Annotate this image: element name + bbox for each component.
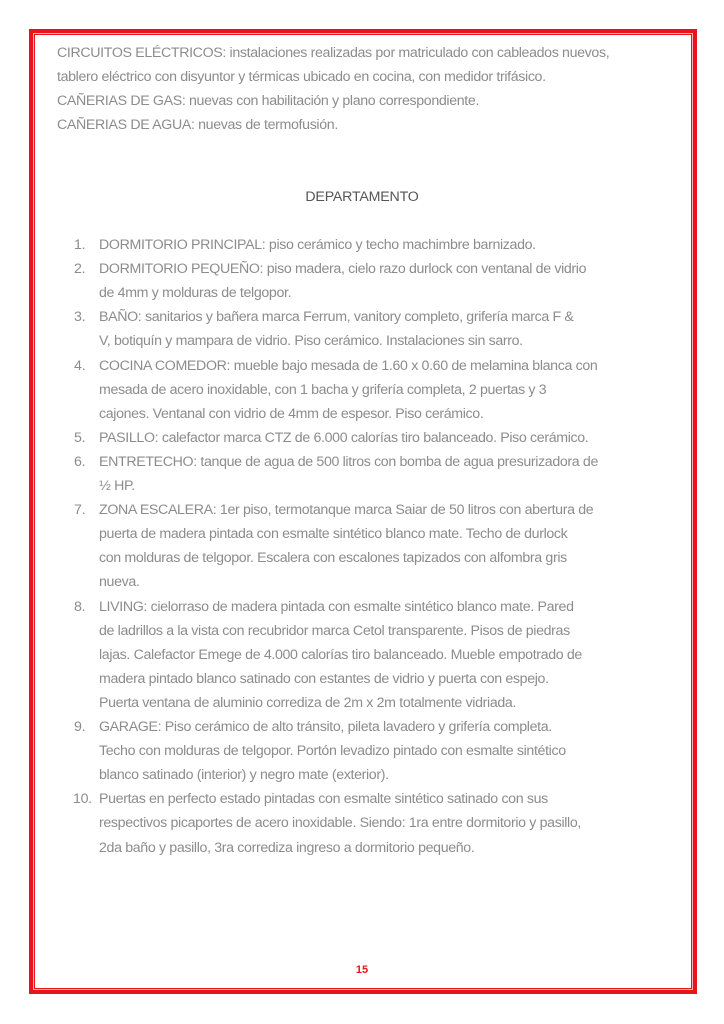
list-item-number: 8. [74, 599, 86, 615]
list-item-line: ZONA ESCALERA: 1er piso, termotanque marca Saiar de 50 litros con abertura de [99, 502, 594, 518]
list-item-number: 9. [74, 719, 86, 735]
list-item-number: 1. [74, 237, 86, 253]
list-item-number: 5. [74, 430, 86, 446]
list-item-line: nueva. [99, 574, 140, 590]
list-item-line: DORMITORIO PEQUEÑO: piso madera, cielo razo durlock con ventanal de vidrio [99, 261, 587, 277]
list-item-number: 3. [74, 309, 86, 325]
list-item-number: 2. [74, 261, 86, 277]
list-item-number: 4. [74, 358, 86, 374]
intro-line: CIRCUITOS ELÉCTRICOS: instalaciones realizadas por matriculado con cableados nuevos, [57, 45, 610, 61]
list-item-line: Puertas en perfecto estado pintadas con esmalte sintético satinado con sus [99, 791, 548, 807]
list-item-line: de ladrillos a la vista con recubridor marca Cetol transparente. Pisos de piedras [99, 623, 570, 639]
list-item-line: mesada de acero inoxidable, con 1 bacha y grifería completa, 2 puertas y 3 [99, 382, 547, 398]
list-item-line: lajas. Calefactor Emege de 4.000 calorías tiro balanceado. Mueble empotrado de [99, 647, 582, 663]
list-item-line: Techo con molduras de telgopor. Portón levadizo pintado con esmalte sintético [99, 743, 566, 759]
intro-line: tablero eléctrico con disyuntor y térmicas ubicado en cocina, con medidor trifásico. [57, 69, 546, 85]
page-number: 15 [355, 964, 369, 976]
list-item-line: V, botiquín y mampara de vidrio. Piso cerámico. Instalaciones sin sarro. [99, 333, 523, 349]
list-item-line: DORMITORIO PRINCIPAL: piso cerámico y techo machimbre barnizado. [99, 237, 536, 253]
list-item-line: cajones. Ventanal con vidrio de 4mm de espesor. Piso cerámico. [99, 406, 484, 422]
section-title: DEPARTAMENTO [305, 189, 419, 205]
list-item-number: 7. [74, 502, 86, 518]
list-item-line: BAÑO: sanitarios y bañera marca Ferrum, vanitory completo, grifería marca F & [99, 309, 574, 325]
list-item-number: 6. [74, 454, 86, 470]
list-item-line: respectivos picaportes de acero inoxidable. Siendo: 1ra entre dormitorio y pasillo, [99, 815, 581, 831]
list-item-line: ½ HP. [99, 478, 135, 494]
list-item-line: de 4mm y molduras de telgopor. [99, 285, 292, 301]
list-item-line: PASILLO: calefactor marca CTZ de 6.000 calorías tiro balanceado. Piso cerámico. [99, 430, 589, 446]
list-item-line: COCINA COMEDOR: mueble bajo mesada de 1.60 x 0.60 de melamina blanca con [99, 358, 598, 374]
list-item-line: Puerta ventana de aluminio corrediza de 2m x 2m totalmente vidriada. [99, 695, 517, 711]
list-item-number: 10. [73, 791, 92, 807]
intro-line: CAÑERIAS DE GAS: nuevas con habilitación y plano correspondiente. [57, 93, 480, 109]
intro-line: CAÑERIAS DE AGUA: nuevas de termofusión. [57, 117, 338, 133]
list-item-line: LIVING: cielorraso de madera pintada con esmalte sintético blanco mate. Pared [99, 599, 574, 615]
list-item-line: madera pintado blanco satinado con estantes de vidrio y puerta con espejo. [99, 671, 549, 687]
list-item-line: blanco satinado (interior) y negro mate (exterior). [99, 767, 389, 783]
list-item-line: ENTRETECHO: tanque de agua de 500 litros con bomba de agua presurizadora de [99, 454, 598, 470]
list-item-line: con molduras de telgopor. Escalera con escalones tapizados con alfombra gris [99, 550, 567, 566]
list-item-line: 2da baño y pasillo, 3ra corrediza ingreso a dormitorio pequeño. [99, 840, 475, 856]
list-item-line: puerta de madera pintada con esmalte sintético blanco mate. Techo de durlock [99, 526, 568, 542]
list-item-line: GARAGE: Piso cerámico de alto tránsito, pileta lavadero y grifería completa. [99, 719, 552, 735]
